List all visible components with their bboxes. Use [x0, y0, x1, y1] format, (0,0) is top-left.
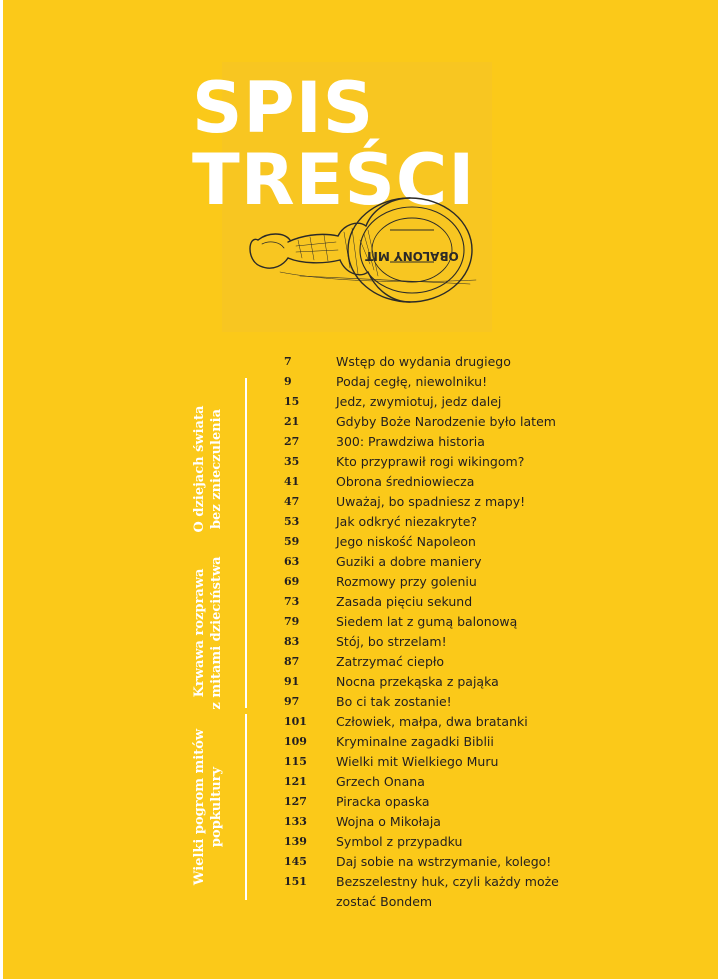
toc-entry[interactable]: [284, 512, 704, 532]
toc-entry[interactable]: [284, 672, 704, 692]
toc-page-number: 91: [284, 675, 300, 688]
toc-entry[interactable]: [284, 652, 704, 672]
toc-entry[interactable]: [284, 352, 704, 372]
toc-entry[interactable]: [284, 812, 704, 832]
toc-page-number: 109: [284, 735, 307, 748]
toc-page-number: 21: [284, 415, 300, 428]
toc-entry[interactable]: [284, 692, 704, 712]
section-divider-1: [245, 378, 247, 560]
section-label-1-line-2: bez znieczulenia: [209, 408, 224, 530]
section-label-3: [191, 722, 225, 892]
title-line-2: TREŚCI: [192, 139, 476, 221]
toc-entry-title: Grzech Onana: [336, 774, 425, 789]
toc-entry[interactable]: [284, 472, 704, 492]
toc-page-number: 69: [284, 575, 300, 588]
toc-entry-title: Obrona średniowiecza: [336, 474, 475, 489]
toc-page-number: 9: [284, 375, 292, 388]
toc-page-number: 73: [284, 595, 300, 608]
section-label-3-line-1: Wielki pogrom mitów: [192, 728, 207, 886]
toc-entry-title: Zatrzymać ciepło: [336, 654, 445, 669]
toc-entry[interactable]: [284, 832, 704, 852]
toc-page-number: 59: [284, 535, 300, 548]
toc-entry-title: Guziki a dobre maniery: [336, 554, 482, 569]
toc-page-number: 35: [284, 455, 300, 468]
page-edge: [0, 0, 3, 979]
toc-entry[interactable]: [284, 752, 704, 772]
toc-entry-title: Bo ci tak zostanie!: [336, 694, 452, 709]
toc-entry[interactable]: [284, 732, 704, 752]
toc-page-number: 47: [284, 495, 300, 508]
toc-entry-title: Człowiek, małpa, dwa bratanki: [336, 714, 528, 729]
toc-entry-title: Symbol z przypadku: [336, 834, 463, 849]
toc-entry[interactable]: [284, 532, 704, 552]
toc-entry-title: Nocna przekąska z pająka: [336, 674, 499, 689]
section-divider-3: [245, 714, 247, 900]
toc-entry-title: Daj sobie na wstrzymanie, kolego!: [336, 854, 552, 869]
toc-page-number: 41: [284, 475, 300, 488]
toc-entry[interactable]: [284, 452, 704, 472]
toc-entry[interactable]: [284, 572, 704, 592]
toc-entry-title: Siedem lat z gumą balonową: [336, 614, 518, 629]
toc-entry[interactable]: [284, 552, 704, 572]
section-label-1: [191, 384, 225, 554]
section-label-2-line-2: z mitami dzieciństwa: [209, 556, 224, 710]
toc-entry[interactable]: [284, 612, 704, 632]
toc-entry[interactable]: [284, 372, 704, 392]
toc-entry-title: Jego niskość Napoleon: [336, 534, 476, 549]
toc-page-number: 133: [284, 815, 307, 828]
toc-page-number: 79: [284, 615, 300, 628]
toc-page-number: 151: [284, 875, 307, 888]
toc-entry[interactable]: [284, 872, 704, 912]
toc-entry-title: Wojna o Mikołaja: [336, 814, 441, 829]
toc-entry[interactable]: [284, 432, 704, 452]
toc-entry-title: Wstęp do wydania drugiego: [336, 354, 511, 369]
toc-entry-title: Gdyby Boże Narodzenie było latem: [336, 414, 556, 429]
toc-entry[interactable]: [284, 632, 704, 652]
toc-entry-title: Bezszelestny huk, czyli każdy może zostać Bondem: [336, 874, 559, 909]
section-label-3-line-2: popkultury: [209, 766, 224, 848]
toc-page-number: 115: [284, 755, 307, 768]
toc-page-number: 7: [284, 355, 292, 368]
toc-entry-title: Piracka opaska: [336, 794, 430, 809]
toc-page-number: 139: [284, 835, 307, 848]
toc-entry-title: Stój, bo strzelam!: [336, 634, 447, 649]
toc-page-number: 121: [284, 775, 307, 788]
toc-entry[interactable]: [284, 712, 704, 732]
table-of-contents: [284, 352, 704, 912]
toc-page-number: 15: [284, 395, 300, 408]
toc-page-number: 127: [284, 795, 307, 808]
toc-entry-title: 300: Prawdziwa historia: [336, 434, 485, 449]
toc-entry-title: Podaj cegłę, niewolniku!: [336, 374, 488, 389]
toc-entry[interactable]: [284, 492, 704, 512]
toc-entry-title: Jedz, zwymiotuj, jedz dalej: [336, 394, 502, 409]
toc-entry-title: Kto przyprawił rogi wikingom?: [336, 454, 525, 469]
toc-entry[interactable]: [284, 392, 704, 412]
toc-entry[interactable]: [284, 772, 704, 792]
toc-entry-title: Kryminalne zagadki Biblii: [336, 734, 494, 749]
toc-page-number: 101: [284, 715, 307, 728]
toc-entry-title: Zasada pięciu sekund: [336, 594, 473, 609]
toc-page-number: 63: [284, 555, 300, 568]
section-label-2-line-1: Krwawa rozprawa: [192, 568, 207, 698]
toc-page-number: 83: [284, 635, 300, 648]
toc-entry[interactable]: [284, 592, 704, 612]
toc-entry[interactable]: [284, 852, 704, 872]
stamp-text: OBALONY MIT: [365, 249, 459, 263]
title-line-1: SPIS: [192, 67, 375, 149]
rubber-stamp-illustration: [240, 180, 490, 320]
toc-entry-title: Uważaj, bo spadniesz z mapy!: [336, 494, 526, 509]
toc-page-number: 87: [284, 655, 300, 668]
section-label-2: [191, 548, 225, 718]
toc-page-number: 145: [284, 855, 307, 868]
toc-entry-title: Jak odkryć niezakryte?: [336, 514, 478, 529]
toc-entry[interactable]: [284, 792, 704, 812]
toc-entry-title: Rozmowy przy goleniu: [336, 574, 477, 589]
toc-page-number: 27: [284, 435, 300, 448]
toc-page-number: 53: [284, 515, 300, 528]
toc-page-number: 97: [284, 695, 300, 708]
section-divider-2: [245, 558, 247, 708]
section-label-1-line-1: O dziejach świata: [192, 405, 207, 533]
toc-entry[interactable]: [284, 412, 704, 432]
toc-entry-title: Wielki mit Wielkiego Muru: [336, 754, 499, 769]
